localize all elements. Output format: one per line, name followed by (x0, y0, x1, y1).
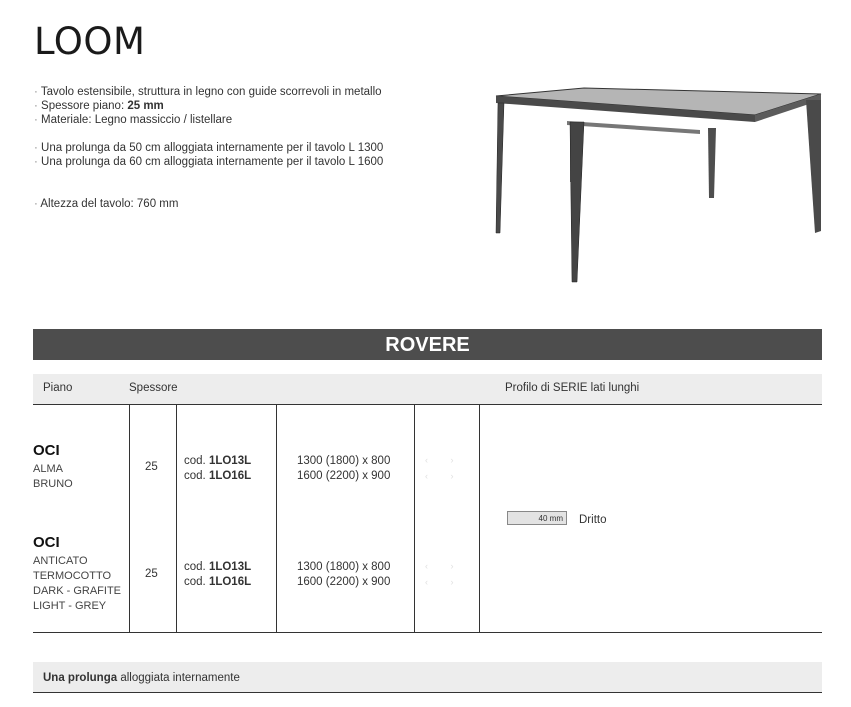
thickness-value: 25 (145, 568, 158, 580)
footer-note (33, 662, 822, 693)
code-cell: cod. 1LO13L cod. 1LO16L (184, 561, 252, 588)
spec-list (34, 85, 383, 211)
price-table: OCI ALMA BRUNO 25 cod. 1LO13L cod. 1LO16L 1300 (1800) x 800 1600 (2200) x 900 ‹ › ‹ › OCI ANTICATO TERMOCOTTO DARK - GRAFITE LIGHT - GREY 25 cod. 1LO13L cod. 1LO16L 1300 (1800) x 800 1600 (2200) x 900 ‹ › ‹ › 40 mm Dritto (33, 405, 822, 633)
spec-thickness: · Spessore piano: 25 mm (34, 99, 383, 113)
spec-extension-1300: · Una prolunga da 50 cm alloggiata internamente per il tavolo L 1300 (34, 141, 383, 155)
finish-name: TERMOCOTTO (33, 570, 112, 582)
header-profilo: Profilo di SERIE lati lunghi (505, 382, 640, 394)
finish-name: ANTICATO (33, 555, 88, 567)
spec-material: · Materiale: Legno massiccio / listellare (34, 113, 383, 127)
finish-name: DARK - GRAFITE (33, 585, 122, 597)
finish-name: LIGHT - GREY (33, 600, 107, 612)
footer-rest: alloggiata internamente (117, 672, 240, 684)
section-band-rovere: ROVERE (33, 329, 822, 360)
finish-name: BRUNO (33, 478, 73, 490)
profile-name: Dritto (579, 514, 607, 526)
size-cell: 1300 (1800) x 800 1600 (2200) x 900 (297, 561, 391, 588)
finish-name: ALMA (33, 463, 63, 475)
product-title: LOOM (34, 20, 146, 63)
spec-extension-1600: · Una prolunga da 60 cm alloggiata internamente per il tavolo L 1600 (34, 155, 383, 169)
model-name: OCI (33, 534, 60, 551)
model-name: OCI (33, 442, 60, 459)
code-cell: cod. 1LO13L cod. 1LO16L (184, 455, 252, 482)
profile-swatch: 40 mm (507, 511, 567, 525)
table-header (33, 374, 822, 405)
table-row (33, 534, 121, 614)
header-piano: Piano (43, 382, 73, 394)
header-spessore: Spessore (129, 382, 178, 394)
footer-bold: Una prolunga (43, 672, 118, 684)
spec-structure: · Tavolo estensibile, struttura in legno con guide scorrevoli in metallo (34, 85, 383, 99)
table-product-image (490, 85, 825, 285)
spec-height: · Altezza del tavolo: 760 mm (34, 197, 383, 211)
thickness-value: 25 (145, 461, 158, 473)
size-cell: 1300 (1800) x 800 1600 (2200) x 900 (297, 455, 391, 482)
table-row (33, 442, 73, 492)
